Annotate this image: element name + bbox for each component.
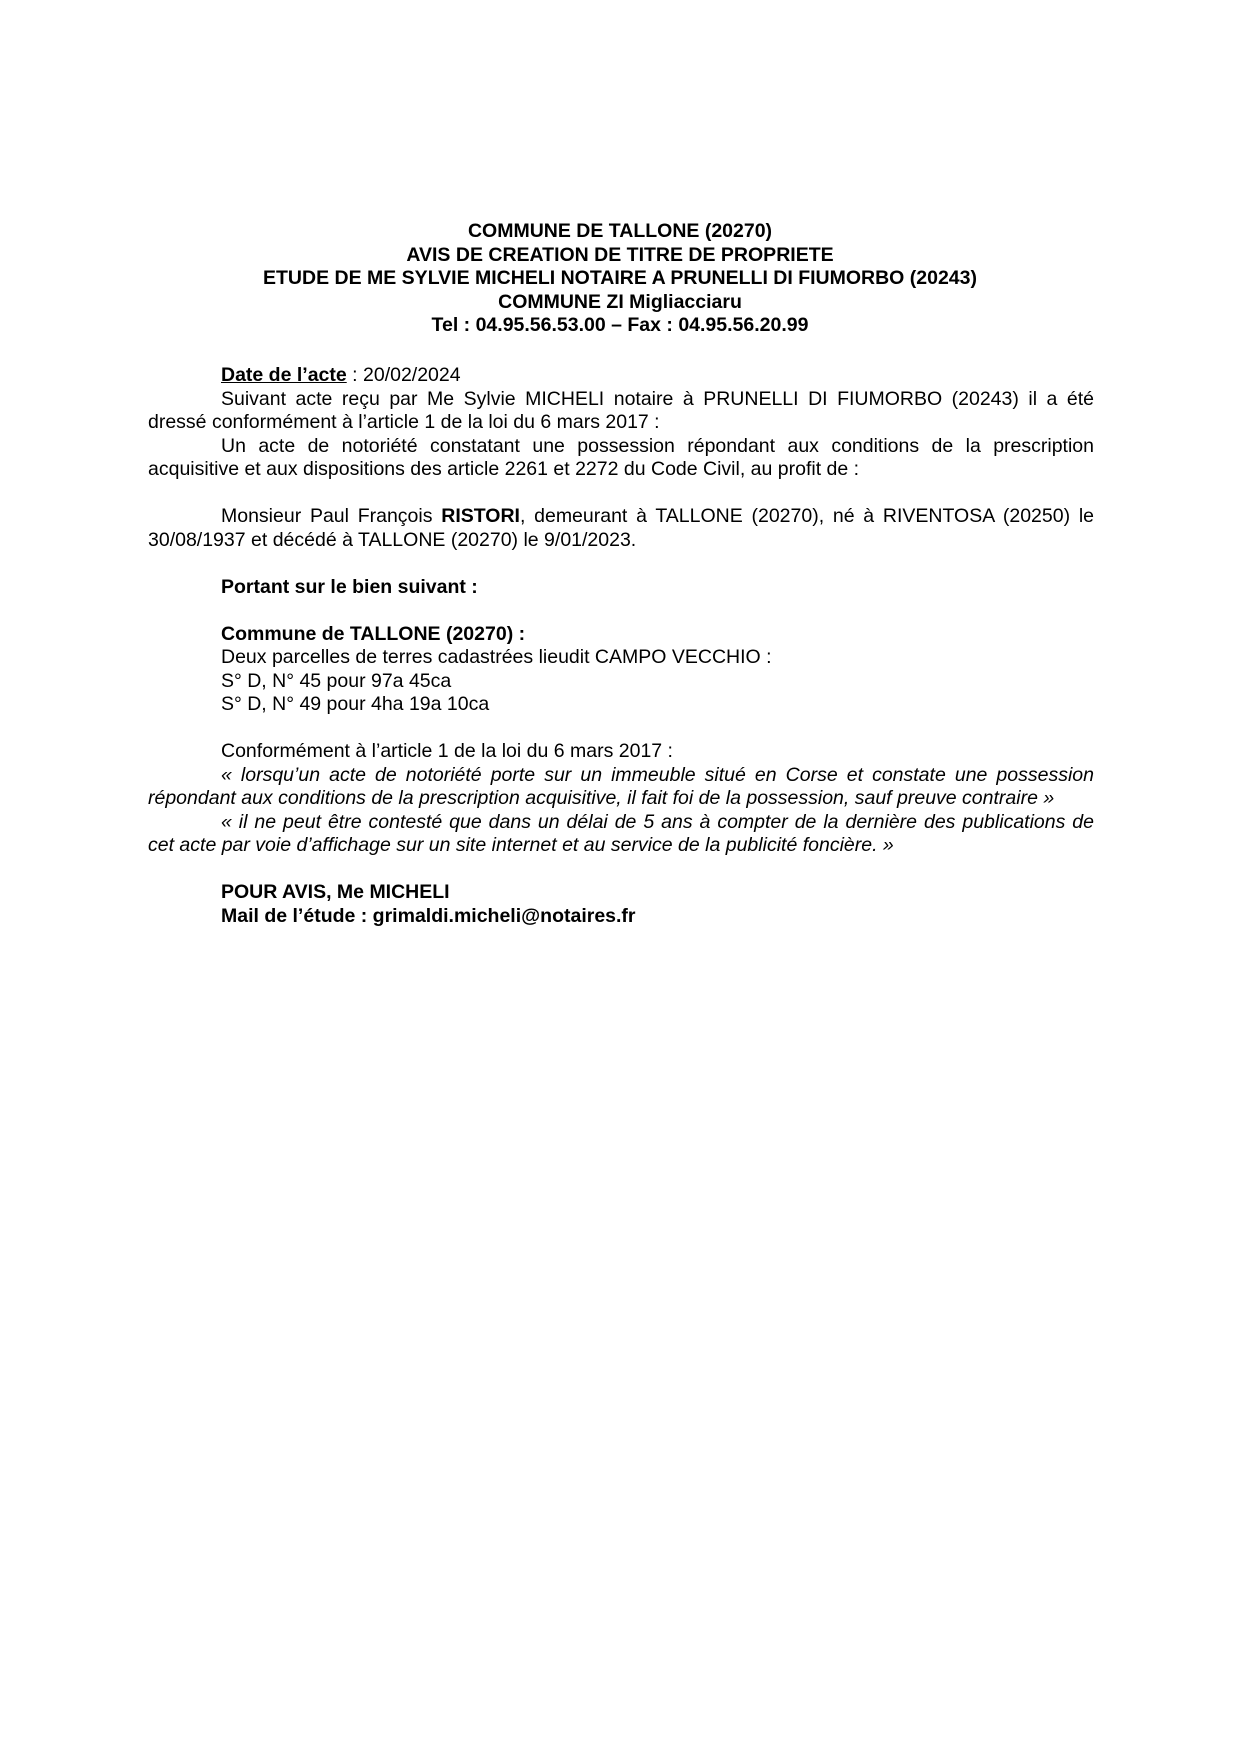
acte-paragraph-2: Un acte de notoriété constatant une possession répondant aux conditions de la prescription acquisitive et aux dispositions des article 2261 et 2272 du Code Civil, au profit de : xyxy=(148,434,1094,480)
date-separator: : xyxy=(346,364,363,386)
header-etude: ETUDE DE ME SYLVIE MICHELI NOTAIRE A PRUNELLI DI FIUMORBO (20243) xyxy=(263,267,977,289)
header-commune: COMMUNE DE TALLONE (20270) xyxy=(467,220,773,242)
spacer xyxy=(148,552,1094,576)
beneficiaire-prefix: Monsieur Paul François xyxy=(221,505,442,527)
loi-quote-2: « il ne peut être contesté que dans un délai de 5 ans à compter de la dernière des publications de cet acte par voie d’affichage sur un site internet et au service de la publicité foncière. » xyxy=(148,810,1094,856)
signature-line: POUR AVIS, Me MICHELI xyxy=(221,881,450,903)
spacer xyxy=(148,717,1094,741)
spacer xyxy=(148,858,1094,882)
date-line xyxy=(148,364,1094,388)
spacer xyxy=(148,599,1094,623)
loi-intro: Conformément à l’article 1 de la loi du 6 mars 2017 : xyxy=(221,740,673,762)
header-contact: Tel : 04.95.56.53.00 – Fax : 04.95.56.20.99 xyxy=(431,314,809,336)
signature-email: Mail de l’étude : grimaldi.micheli@notaires.fr xyxy=(221,904,636,927)
parcelle-item: S° D, N° 49 pour 4ha 19a 10ca xyxy=(221,693,490,715)
beneficiaire-name: RISTORI xyxy=(441,505,520,527)
header-commune-zi: COMMUNE ZI Migliacciaru xyxy=(498,290,742,313)
beneficiaire-suffix: , demeurant à TALLONE (20270), né à RIVENTOSA (20250) le 30/08/1937 et décédé à TALLONE (20270) le 9/01/2023. xyxy=(148,505,1094,551)
bien-commune: Commune de TALLONE (20270) : xyxy=(221,622,526,645)
acte-paragraph-1: Suivant acte reçu par Me Sylvie MICHELI notaire à PRUNELLI DI FIUMORBO (20243) il a été dressé conformément à l’article 1 de la loi du 6 mars 2017 : xyxy=(148,387,1094,433)
beneficiaire-paragraph xyxy=(148,505,1094,552)
bien-description: Deux parcelles de terres cadastrées lieudit CAMPO VECCHIO : xyxy=(221,646,772,668)
bien-heading: Portant sur le bien suivant : xyxy=(221,575,478,598)
loi-quote-1: « lorsqu’un acte de notoriété porte sur un immeuble situé en Corse et constate une possession répondant aux conditions de la prescription acquisitive, il fait foi de la possession, sauf preuve contraire » xyxy=(148,763,1094,809)
document-body xyxy=(148,364,1094,928)
date-label: Date de l’acte xyxy=(221,364,347,386)
spacer xyxy=(148,482,1094,506)
parcelle-item: S° D, N° 45 pour 97a 45ca xyxy=(221,669,452,692)
date-value: 20/02/2024 xyxy=(363,364,461,386)
header-title: AVIS DE CREATION DE TITRE DE PROPRIETE xyxy=(406,243,834,266)
document-header xyxy=(140,220,1100,338)
